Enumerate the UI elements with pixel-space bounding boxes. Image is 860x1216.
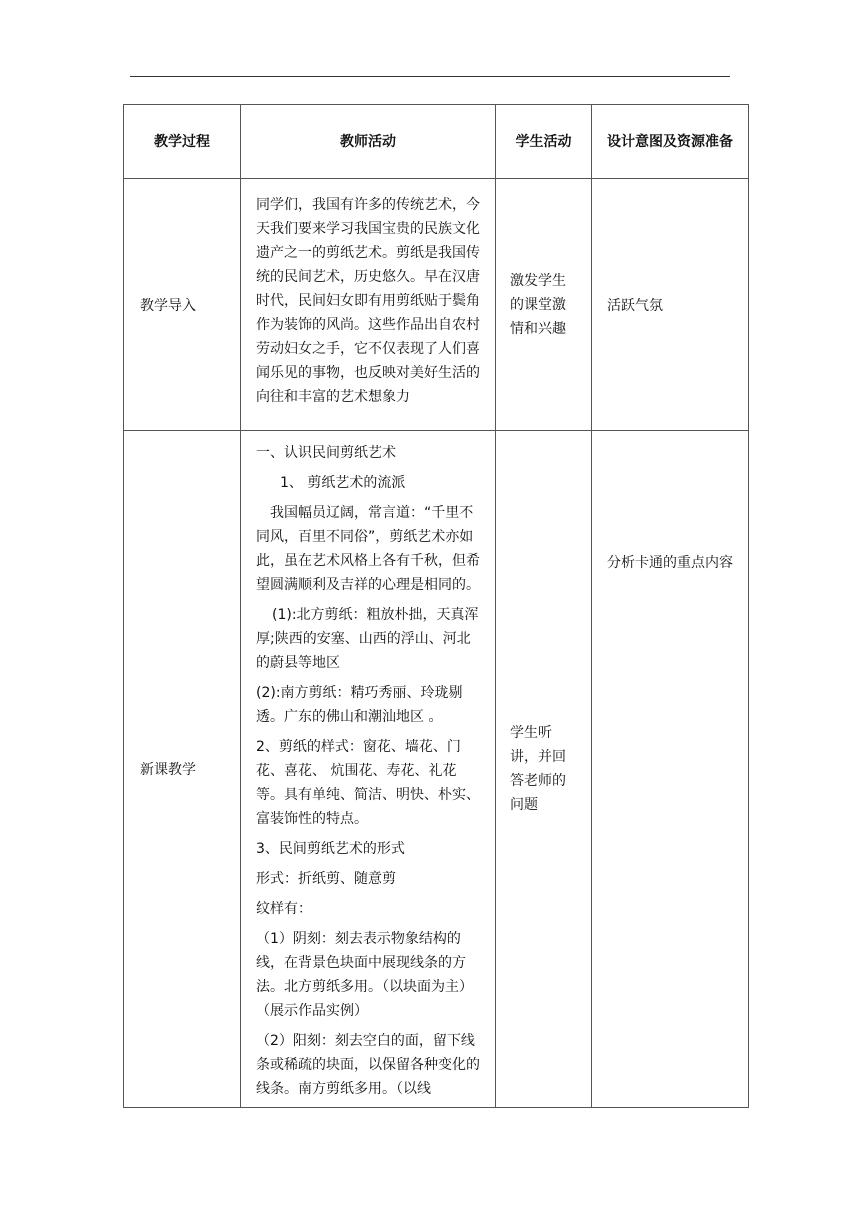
header-teacher-activity: 教师活动 xyxy=(241,105,496,179)
process-cell xyxy=(124,431,241,1108)
paragraph: （2）阳刻：刻去空白的面，留下线条或稀疏的块面，以保留各种变化的线条。南方剪纸多用。（以线 xyxy=(256,1033,480,1097)
design-intent-cell xyxy=(592,179,749,431)
design-intent-cell xyxy=(592,431,749,1108)
design-intent-text: 分析卡通的重点内容 xyxy=(607,555,733,571)
table-row xyxy=(124,431,749,1108)
teacher-activity-text: 同学们，我国有许多的传统艺术，今天我们要来学习我国宝贵的民族文化遗产之一的剪纸艺术。剪纸是我国传统的民间艺术，历史悠久。早在汉唐时代，民间妇女即有用剪纸贴于鬓角作为装饰的风尚。这些作品出自农村劳动妇女之手，它不仅表现了人们喜闻乐见的事物，也反映对美好生活的向往和丰富的艺术想象力 xyxy=(256,197,480,405)
teacher-activity-cell xyxy=(241,431,496,1108)
header-rule xyxy=(130,76,730,77)
paragraph: （1）阴刻：刻去表示物象结构的线，在背景色块面中展现线条的方法。北方剪纸多用。（以块面为主）（展示作品实例） xyxy=(256,931,473,1019)
design-intent-text: 活跃气氛 xyxy=(607,297,663,314)
paragraph: 我国幅员辽阔，常言道：“千里不同风，百里不同俗”，剪纸艺术亦如此，虽在艺术风格上各有千秋，但希望圆满顺利及吉祥的心理是相同的。 xyxy=(256,505,480,593)
paragraph: 1、 剪纸艺术的流派 xyxy=(280,475,406,491)
paragraph: 纹样有： xyxy=(256,901,312,917)
student-activity-text: 激发学生的课堂激情和兴趣 xyxy=(510,272,566,337)
student-activity-text: 学生听讲，并回答老师的问题 xyxy=(510,725,566,813)
table-header-row xyxy=(124,105,749,179)
student-activity-cell xyxy=(496,431,592,1108)
paragraph: 形式：折纸剪、随意剪 xyxy=(256,871,396,887)
process-label: 新课教学 xyxy=(140,762,196,778)
header-design-intent: 设计意图及资源准备 xyxy=(592,105,749,179)
table-row xyxy=(124,179,749,431)
paragraph: 2、剪纸的样式：窗花、墙花、门花、喜花、 炕围花、寿花、礼花等。具有单纯、简洁、明快、朴实、富装饰性的特点。 xyxy=(256,739,480,827)
student-activity-cell xyxy=(496,179,592,431)
process-cell xyxy=(124,179,241,431)
paragraph: 一、认识民间剪纸艺术 xyxy=(256,445,396,461)
paragraph: (1):北方剪纸：粗放朴拙，天真浑厚;陕西的安塞、山西的浮山、河北的蔚县等地区 xyxy=(256,607,479,671)
lesson-plan-table xyxy=(123,104,749,1108)
paragraph: (2):南方剪纸：精巧秀丽、玲珑剔透。广东的佛山和潮汕地区 。 xyxy=(256,685,463,725)
teacher-activity-cell xyxy=(241,179,496,431)
process-label: 教学导入 xyxy=(140,297,196,314)
paragraph: 3、民间剪纸艺术的形式 xyxy=(256,841,405,857)
header-process: 教学过程 xyxy=(124,105,241,179)
header-student-activity: 学生活动 xyxy=(496,105,592,179)
